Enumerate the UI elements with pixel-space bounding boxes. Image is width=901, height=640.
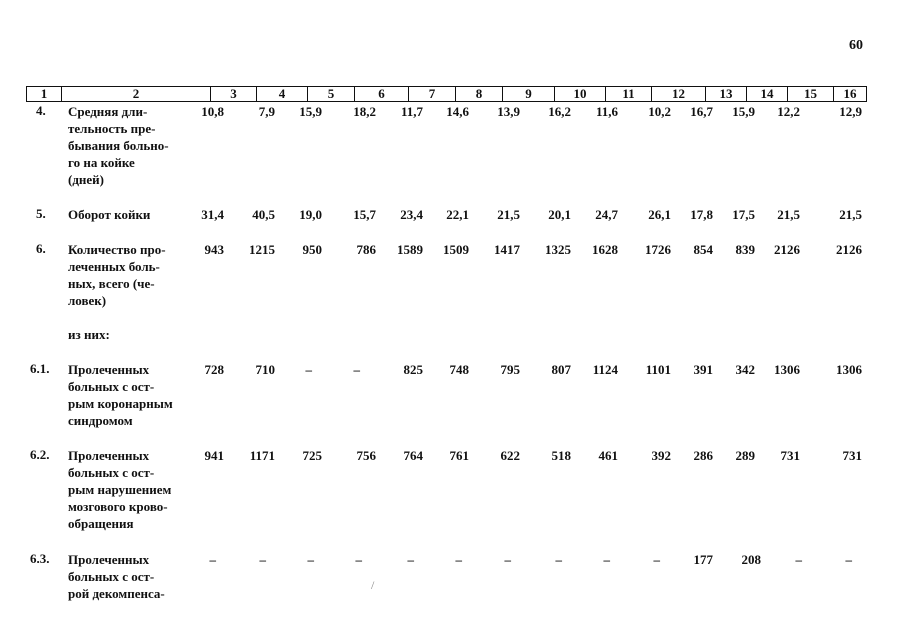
row-name-line: Пролеченных: [68, 552, 150, 567]
cell-value: –: [504, 552, 511, 567]
header-cell: 14: [746, 87, 787, 101]
row-name: [68, 103, 180, 188]
cell-value: 17,8: [690, 207, 713, 222]
cell-value: 392: [651, 448, 671, 463]
scan-speck: /: [371, 578, 375, 592]
cell-value: 12,2: [777, 104, 800, 119]
cell-value: 10,2: [648, 104, 671, 119]
cell-value: 15,9: [299, 104, 322, 119]
cell-value: –: [603, 552, 610, 567]
cell-value: 1215: [249, 242, 275, 257]
header-cell: 4: [256, 87, 307, 101]
cell-value: 16,2: [548, 104, 571, 119]
row-name: [68, 361, 180, 429]
cell-value: 622: [500, 448, 520, 463]
row-number: 4.: [36, 103, 46, 118]
header-cell: 1: [40, 86, 48, 101]
row-name-line: больных с ост-: [68, 379, 155, 394]
header-cell: 11: [605, 87, 651, 101]
cell-value: 19,0: [299, 207, 322, 222]
cell-value: 731: [842, 448, 862, 463]
cell-value: 21,5: [497, 207, 520, 222]
cell-value: 1417: [494, 242, 520, 257]
cell-value: 1325: [545, 242, 571, 257]
cell-value: 11,6: [595, 104, 618, 119]
row-number: 6.3.: [30, 551, 50, 566]
cell-value: 208: [741, 552, 761, 567]
cell-value: –: [259, 552, 266, 567]
cell-value: 807: [551, 362, 571, 377]
cell-value: 391: [693, 362, 713, 377]
cell-value: 15,7: [353, 207, 376, 222]
row-name-line: ловек): [68, 293, 107, 308]
page-number: 60: [849, 38, 863, 53]
header-cell: 12: [651, 87, 705, 101]
row-name: [68, 447, 180, 532]
row-name-line: рым нарушением: [68, 482, 172, 497]
subheading: из них:: [68, 327, 110, 342]
cell-value: 518: [551, 448, 571, 463]
cell-value: 1171: [249, 448, 275, 463]
cell-value: 1306: [774, 362, 800, 377]
cell-value: 748: [449, 362, 469, 377]
header-cell: 13: [705, 87, 746, 101]
cell-value: 2126: [774, 242, 800, 257]
header-cell: 6: [354, 87, 408, 101]
cell-value: 795: [500, 362, 520, 377]
row-name: [68, 206, 180, 223]
row-name: [68, 551, 180, 602]
cell-value: 728: [204, 362, 224, 377]
row-name-line: больных с ост-: [68, 465, 155, 480]
cell-value: 17,5: [732, 207, 755, 222]
row-name-line: бывания больно-: [68, 138, 169, 153]
cell-value: 22,1: [446, 207, 469, 222]
table-header: [26, 86, 867, 102]
row-name-line: рой декомпенса-: [68, 586, 165, 601]
cell-value: 825: [403, 362, 423, 377]
cell-value: 731: [780, 448, 800, 463]
cell-value: –: [455, 552, 462, 567]
row-number: 5.: [36, 206, 46, 221]
header-cell: 16: [833, 87, 866, 101]
cell-value: –: [353, 362, 360, 377]
cell-value: 839: [735, 242, 755, 257]
header-cell: 8: [455, 87, 502, 101]
cell-value: –: [407, 552, 414, 567]
cell-value: 21,5: [839, 207, 862, 222]
cell-value: 2126: [836, 242, 862, 257]
row-name-line: тельность пре-: [68, 121, 156, 136]
cell-value: 289: [735, 448, 755, 463]
cell-value: 10,8: [201, 104, 224, 119]
cell-value: –: [555, 552, 562, 567]
cell-value: 1101: [645, 362, 671, 377]
row-name-line: ных, всего (че-: [68, 276, 155, 291]
row-name-line: рым коронарным: [68, 396, 173, 411]
cell-value: 1726: [645, 242, 671, 257]
cell-value: 943: [204, 242, 224, 257]
row-name-line: больных с ост-: [68, 569, 155, 584]
header-cell: 3: [210, 87, 256, 101]
cell-value: 1124: [592, 362, 618, 377]
row-number: 6.: [36, 241, 46, 256]
cell-value: 13,9: [497, 104, 520, 119]
header-cell: 15: [787, 87, 833, 101]
header-cell: 2: [61, 87, 210, 101]
row-name-line: Пролеченных: [68, 448, 150, 463]
row-name-line: леченных боль-: [68, 259, 160, 274]
cell-value: –: [209, 552, 216, 567]
header-cell: 10: [554, 87, 605, 101]
row-name-line: (дней): [68, 172, 104, 187]
cell-value: 21,5: [777, 207, 800, 222]
cell-value: 24,7: [595, 207, 618, 222]
row-name-line: Средняя дли-: [68, 104, 148, 119]
cell-value: 761: [449, 448, 469, 463]
cell-value: 764: [403, 448, 423, 463]
cell-value: 950: [302, 242, 322, 257]
cell-value: 1509: [443, 242, 469, 257]
cell-value: 1628: [592, 242, 618, 257]
cell-value: –: [845, 552, 852, 567]
row-name-line: Количество про-: [68, 242, 166, 257]
cell-value: –: [653, 552, 660, 567]
cell-value: –: [355, 552, 362, 567]
cell-value: 286: [693, 448, 713, 463]
header-cell: 9: [502, 87, 554, 101]
row-name-line: обращения: [68, 516, 134, 531]
cell-value: 16,7: [690, 104, 713, 119]
row-name-line: Пролеченных: [68, 362, 150, 377]
cell-value: 854: [693, 242, 713, 257]
cell-value: 177: [693, 552, 713, 567]
cell-value: 941: [204, 448, 224, 463]
cell-value: 26,1: [648, 207, 671, 222]
cell-value: 20,1: [548, 207, 571, 222]
cell-value: 710: [255, 362, 275, 377]
cell-value: 1589: [397, 242, 423, 257]
row-number: 6.1.: [30, 361, 50, 376]
cell-value: 18,2: [353, 104, 376, 119]
cell-value: 1306: [836, 362, 862, 377]
cell-value: 40,5: [252, 207, 275, 222]
row-name-line: синдромом: [68, 413, 133, 428]
cell-value: 725: [302, 448, 322, 463]
row-name-line: мозгового крово-: [68, 499, 168, 514]
cell-value: –: [307, 552, 314, 567]
cell-value: –: [795, 552, 802, 567]
cell-value: 786: [356, 242, 376, 257]
header-cell: 5: [307, 87, 354, 101]
row-number: 6.2.: [30, 447, 50, 462]
cell-value: –: [305, 362, 312, 377]
cell-value: 15,9: [732, 104, 755, 119]
row-name-line: Оборот койки: [68, 207, 151, 222]
row-name-line: го на койке: [68, 155, 135, 170]
cell-value: 14,6: [446, 104, 469, 119]
cell-value: 461: [598, 448, 618, 463]
cell-value: 11,7: [400, 104, 423, 119]
cell-value: 23,4: [400, 207, 423, 222]
cell-value: 7,9: [258, 104, 275, 119]
cell-value: 31,4: [201, 207, 224, 222]
cell-value: 756: [356, 448, 376, 463]
row-name: [68, 241, 180, 309]
cell-value: 12,9: [839, 104, 862, 119]
cell-value: 342: [735, 362, 755, 377]
header-cell: 7: [408, 87, 455, 101]
